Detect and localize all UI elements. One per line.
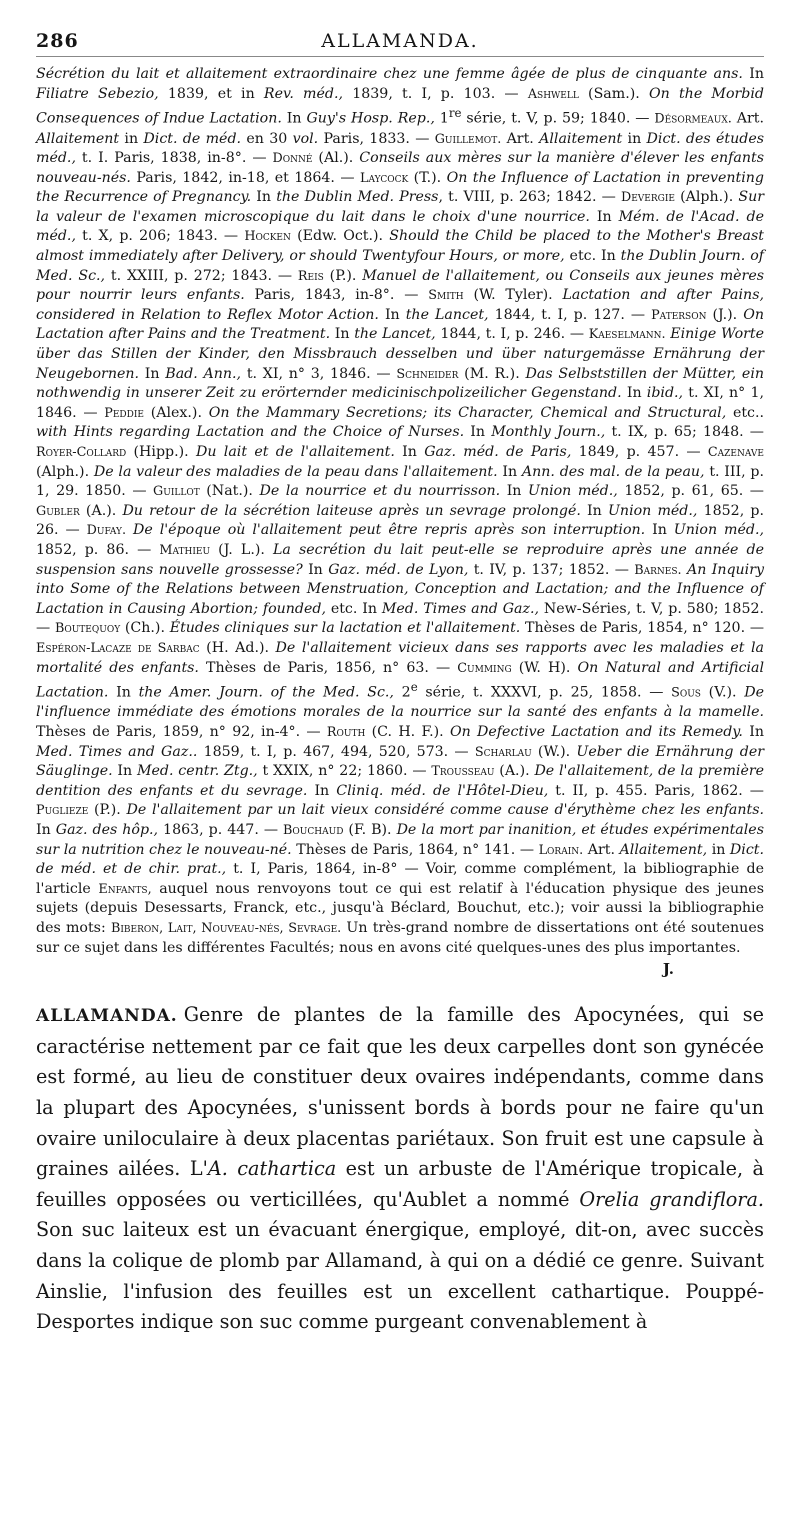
author-signature: J. [662, 960, 674, 979]
page-header [36, 30, 764, 57]
article-allamanda [36, 1000, 764, 1338]
article-text: Genre de plantes de la famille des Apocynées, qui se caractérise nettement par ce fait que les deux carpelles dont son gynécée est formé, au lieu de constituer deux ovaires indépendants, comme dans la plupart des Apocynées, s'unissent bords à bords pour ne faire qu'un ovaire uniloculaire à deux placentas pariétaux. Son fruit est une capsule à graines ailées. L' [36, 1003, 764, 1181]
bibliography-block: Sécrétion du lait et allaitement extraordinaire chez une femme âgée de plus de cinquante ans. In Filiatre Sebezio, 1839, et in Rev. méd., 1839, t. I, p. 103. — Ashwell (Sam.). On the Morbid Consequences of Indue Lactation. In Guy's Hosp. Rep., 1re série, t. V, p. 59; 1840. — Désormeaux. Art. Allaitement in Dict. de méd. en 30 vol. Paris, 1833. — Guillemot. Art. Allaitement in Dict. des études méd., t. I. Paris, 1838, in-8°. — Donné (Al.). Conseils aux mères sur la manière d'élever les enfants nouveau-nés. Paris, 1842, in-18, et 1864. — Laycock (T.). On the Influence of Lactation in preventing the Recurrence of Pregnancy. In the Dublin Med. Press, t. VIII, p. 263; 1842. — Devergie (Alph.). Sur la valeur de l'examen microscopique du lait dans le choix d'une nourrice. In Mém. de l'Acad. de méd., t. X, p. 206; 1843. — Hocken (Edw. Oct.). Should the Child be placed to the Mother's Breast almost immediately after Delivery, or should Twentyfour Hours, or more, etc. In the Dublin Journ. of Med. Sc., t. XXIII, p. 272; 1843. — Reis (P.). Manuel de l'allaitement, ou Conseils aux jeunes mères pour nourrir leurs enfants. Paris, 1843, in-8°. — Smith (W. Tyler). Lactation and after Pains, considered in Relation to Reflex Motor Action. In the Lancet, 1844, t. I, p. 127. — Paterson (J.). On Lactation after Pains and the Treatment. In the Lancet, 1844, t. I, p. 246. — Kaeselmann. Einige Worte über das Stillen der Kinder, den Missbrauch desselben und über naturgemässe Ernährung der Neugebornen. In Bad. Ann., t. XI, n° 3, 1846. — Schneider (M. R.). Das Selbststillen der Mütter, ein nothwendig in unserer Zeit zu erörternder medicinischpolizeilicher Gegenstand. In ibid., t. XI, n° 1, 1846. — Peddie (Alex.). On the Mammary Secretions; its Character, Chemical and Structural, etc.. with Hints regarding Lactation and the Choice of Nurses. In Monthly Journ., t. IX, p. 65; 1848. — Royer-Collard (Hipp.). Du lait et de l'allaitement. In Gaz. méd. de Paris, 1849, p. 457. — Cazenave (Alph.). De la valeur des maladies de la peau dans l'allaitement. In Ann. des mal. de la peau, t. III, p. 1, 29. 1850. — Guillot (Nat.). De la nourrice et du nourrisson. In Union méd., 1852, p. 61, 65. — Gubler (A.). Du retour de la sécrétion laiteuse après un sevrage prolongé. In Union méd., 1852, p. 26. — Dufay. De l'époque où l'allaitement peut être repris après son interruption. In Union méd., 1852, p. 86. — Mathieu (J. L.). La secrétion du lait peut-elle se reproduire après une année de suspension sans nouvelle grossesse? In Gaz. méd. de Lyon, t. IV, p. 137; 1852. — Barnes. An Inquiry into Some of the Relations between Menstruation, Conception and Lactation; and the Influence of Lactation in Causing Abortion; founded, etc. In Med. Times and Gaz., New-Séries, t. V, p. 580; 1852. — Boutequoy (Ch.). Études cliniques sur la lactation et l'allaitement. Thèses de Paris, 1854, n° 120. — Espéron-Lacaze de Sarbac (H. Ad.). De l'allaitement vicieux dans ses rapports avec les maladies et la mortalité des enfants. Thèses de Paris, 1856, n° 63. — Cumming (W. H). On Natural and Artificial Lactation. In the Amer. Journ. of the Med. Sc., 2e série, t. XXXVI, p. 25, 1858. — Sous (V.). De l'influence immédiate des émotions morales de la nourrice sur la santé des enfants à la mamelle. Thèses de Paris, 1859, n° 92, in-4°. — Routh (C. H. F.). On Defective Lactation and its Remedy. In Med. Times and Gaz.. 1859, t. I, p. 467, 494, 520, 573. — Scharlau (W.). Ueber die Ernährung der Säuglinge. In Med. centr. Ztg., t XXIX, n° 22; 1860. — Trousseau (A.). De l'allaitement, de la première dentition des enfants et du sevrage. In Cliniq. méd. de l'Hôtel-Dieu, t. II, p. 455. Paris, 1862. — Puglieze (P.). De l'allaitement par un lait vieux considéré comme cause d'érythème chez les enfants. In Gaz. des hôp., 1863, p. 447. — Bouchaud (F. B). De la mort par inanition, et études expérimentales sur la nutrition chez le nouveau-né. Thèses de Paris, 1864, n° 141. — Lorain. Art. Allaitement, in Dict. de méd. et de chir. prat., t. I, Paris, 1864, in-8° — Voir, comme complément, la bibliographie de l'article Enfants, auquel nous renvoyons tout ce qui est relatif à l'éducation physique des jeunes sujets (depuis Desessarts, Franck, etc., jusqu'à Béclard, Bouchut, etc.); voir aussi la bibliographie des mots: Biberon, Lait, Nouveau-nés, Sevrage. Un très-grand nombre de dissertations ont été soutenues sur ce sujet dans les différentes Facultés; nous en avons cité quelques-unes des plus importantes. [36, 66, 765, 956]
article-text: est un arbuste de l'Amérique tropicale, à feuilles opposées ou verticillées, qu'Aublet a nommé [36, 1157, 764, 1211]
article-headword: ALLAMANDA. [36, 1006, 178, 1027]
species-name: A. cathartica [207, 1157, 337, 1181]
page-number: 286 [36, 30, 79, 52]
running-head: ALLAMANDA. [321, 30, 479, 52]
article-text: Son suc laiteux est un évacuant énergique, employé, dit-on, avec succès dans la colique de plomb par Allamand, à qui on a dédié ce genre. Suivant Ainslie, l'infusion des feuilles est un excellent cathartique. Pouppé-Desportes indique son suc comme purgeant convenablement à [36, 1218, 764, 1334]
species-name: Orelia grandiflora. [579, 1187, 764, 1211]
